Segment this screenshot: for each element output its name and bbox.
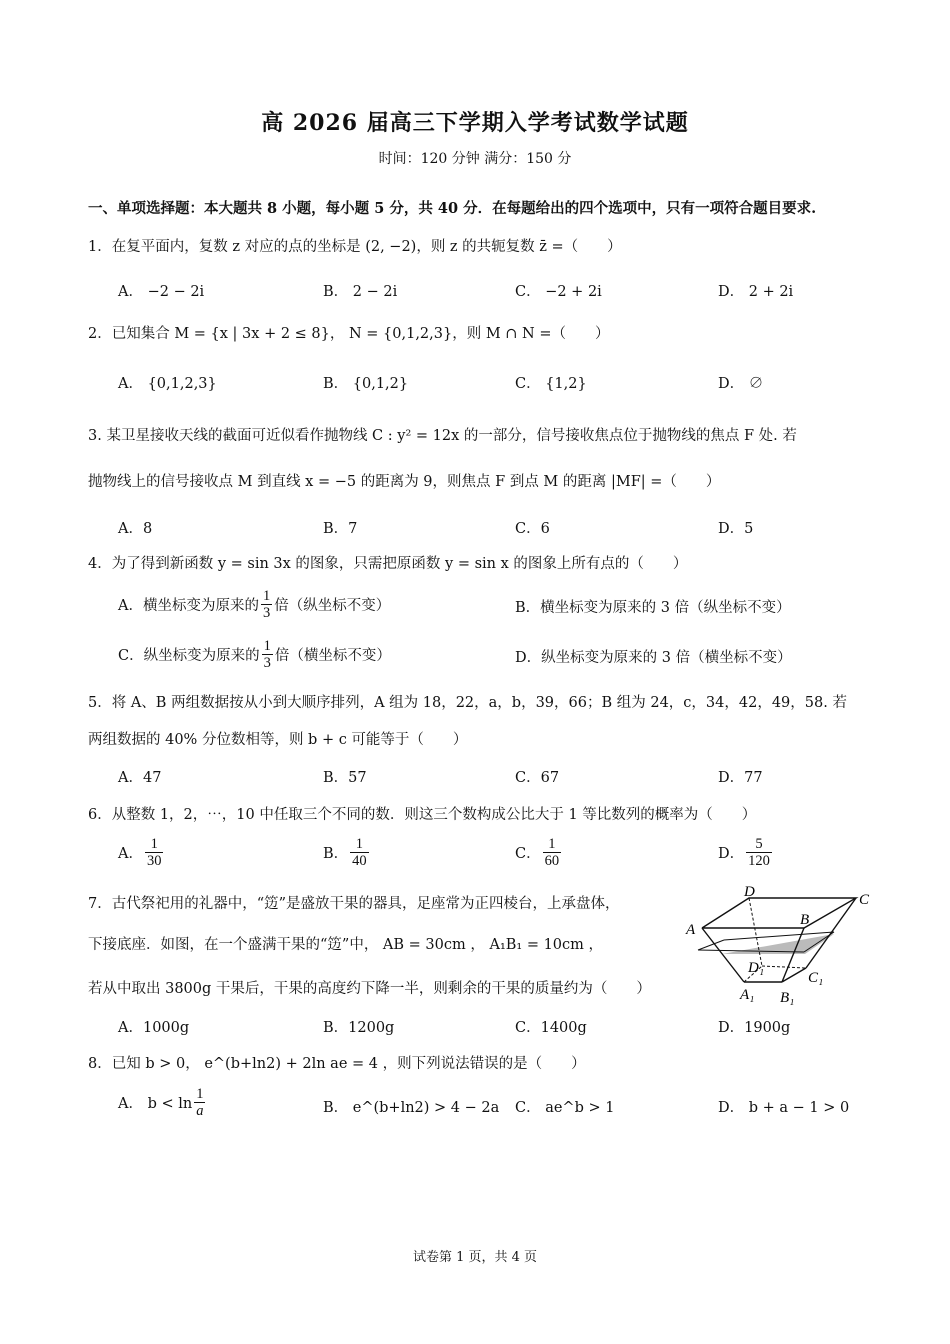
q6-option-d	[718, 836, 774, 869]
label-B1: B₁	[780, 990, 795, 1006]
q4-option-c	[118, 638, 391, 671]
q4-option-a-fraction	[261, 588, 272, 621]
q3-option-b: B．7	[323, 521, 358, 537]
question-7-stem-line3: 若从中取出 3800g 干果后，干果的高度约下降一半，则剩余的干果的质量约为（ ）	[88, 981, 651, 997]
q4-option-c-prefix: C．纵坐标变为原来的	[118, 648, 260, 664]
label-A1: A₁	[740, 987, 755, 1003]
frustum-figure	[684, 880, 880, 1006]
fraction-numerator: 1	[350, 836, 369, 853]
option-label: B．	[323, 846, 349, 862]
question-5-stem-line2: 两组数据的 40% 分位数相等，则 b + c 可能等于（ ）	[88, 732, 468, 748]
q1-option-c: C． −2 + 2i	[515, 284, 602, 300]
q5-option-d: D．77	[718, 770, 763, 786]
question-5-stem-line1: 5．将 A、B 两组数据按从小到大顺序排列，A 组为 18，22，a，b，39，66；B 组为 24，c，34，42，49，58. 若	[88, 695, 847, 711]
edge-DD1	[749, 898, 762, 966]
mid-left-edge	[698, 940, 724, 950]
q5-option-a: A．47	[118, 770, 162, 786]
question-2-stem: 2．已知集合 M = {x | 3x + 2 ≤ 8}， N = {0,1,2,3}，则 M ∩ N =（ ）	[88, 326, 610, 342]
question-3-stem-line2: 抛物线上的信号接收点 M 到直线 x = −5 的距离为 9，则焦点 F 到点 M 的距离 |MF| =（ ）	[88, 474, 721, 490]
q8-option-a	[118, 1086, 207, 1119]
section-heading: 一、单项选择题：本大题共 8 小题，每小题 5 分，共 40 分．在每题给出的四个选项中，只有一项符合题目要求.	[88, 200, 817, 217]
q4-option-a-suffix: 倍（纵坐标不变）	[274, 598, 391, 614]
question-3-stem-line1: 3. 某卫星接收天线的截面可近似看作抛物线 C : y² = 12x 的一部分，信号接收焦点位于抛物线的焦点 F 处. 若	[88, 428, 797, 444]
q8-option-a-fraction	[194, 1086, 205, 1119]
q4-option-b: B．横坐标变为原来的 3 倍（纵坐标不变）	[515, 600, 791, 616]
q7-option-a: A．1000g	[118, 1020, 190, 1036]
q8-option-d: D． b + a − 1 > 0	[718, 1100, 850, 1116]
q4-option-c-suffix: 倍（横坐标不变）	[274, 648, 391, 664]
fraction-numerator: 1	[196, 1086, 204, 1102]
label-C1: C₁	[808, 970, 824, 986]
q4-option-c-fraction	[262, 638, 273, 671]
q6-option-a	[118, 836, 165, 869]
q8-option-b: B． e^(b+ln2) > 4 − 2a	[323, 1100, 500, 1116]
top-face	[702, 898, 856, 928]
label-C: C	[859, 892, 870, 908]
fraction-denominator: 3	[262, 605, 271, 621]
q4-option-a	[118, 588, 390, 621]
q4-option-d: D．纵坐标变为原来的 3 倍（横坐标不变）	[515, 650, 792, 666]
fraction-numerator: 1	[543, 836, 562, 853]
label-B: B	[800, 912, 810, 928]
option-fraction	[350, 836, 369, 869]
exam-title: 高 2026 届高三下学期入学考试数学试题	[261, 110, 689, 136]
edge-BB1	[782, 928, 804, 982]
q5-option-b: B．57	[323, 770, 367, 786]
q3-option-a: A．8	[118, 521, 153, 537]
option-label: A．	[118, 846, 143, 862]
fraction-denominator: 60	[544, 853, 560, 869]
question-1-stem: 1．在复平面内，复数 z 对应的点的坐标是 (2, −2)，则 z 的共轭复数 z̄ =（ ）	[88, 239, 622, 255]
option-label: D．	[718, 846, 745, 862]
fraction-denominator: 40	[352, 853, 367, 869]
q1-option-d: D． 2 + 2i	[718, 284, 794, 300]
q2-option-a: A． {0,1,2,3}	[118, 376, 217, 392]
q2-option-d: D． ∅	[718, 376, 764, 392]
label-D: D	[744, 884, 755, 900]
q2-option-b: B． {0,1,2}	[323, 376, 409, 392]
fraction-denominator: 120	[748, 853, 770, 869]
q6-option-b	[323, 836, 371, 869]
option-fraction	[145, 836, 164, 869]
q8-option-a-prefix: A． b < ln	[118, 1096, 193, 1112]
q8-option-c: C． ae^b > 1	[515, 1100, 615, 1116]
edge-AA1	[702, 928, 744, 982]
question-4-stem: 4．为了得到新函数 y = sin 3x 的图象，只需把原函数 y = sin x 的图象上所有点的（ ）	[88, 556, 688, 572]
page-footer: 试卷第 1 页，共 4 页	[412, 1250, 538, 1265]
q5-option-c: C．67	[515, 770, 560, 786]
exam-subtitle: 时间：120 分钟 满分：150 分	[378, 151, 572, 167]
fraction-denominator: a	[196, 1103, 204, 1119]
q4-option-a-prefix: A．横坐标变为原来的	[118, 598, 259, 614]
fraction-denominator: 3	[263, 655, 271, 671]
bottom-back	[762, 966, 806, 968]
question-7-stem-line2: 下接底座．如图，在一个盛满干果的“笾”中， AB = 30cm ， A₁B₁ = 10cm ，	[88, 937, 604, 953]
q3-option-c: C．6	[515, 521, 550, 537]
fraction-numerator: 1	[262, 588, 271, 604]
q7-option-c: C．1400g	[515, 1020, 587, 1036]
option-fraction	[543, 836, 562, 869]
fraction-numerator: 1	[263, 638, 271, 654]
q1-option-a: A． −2 − 2i	[118, 284, 205, 300]
q3-option-d: D．5	[718, 521, 754, 537]
fraction-denominator: 30	[146, 853, 162, 869]
q2-option-c: C． {1,2}	[515, 376, 587, 392]
q1-option-b: B． 2 − 2i	[323, 284, 398, 300]
question-6-stem: 6．从整数 1，2，⋯，10 中任取三个不同的数．则这三个数构成公比大于 1 等比数列的概率为（ ）	[88, 807, 757, 823]
question-7-stem-line1: 7．古代祭祀用的礼器中，“笾”是盛放干果的器具，足座常为正四棱台，上承盘体，	[88, 896, 620, 912]
label-D1: D₁	[748, 960, 765, 976]
fraction-numerator: 5	[746, 836, 772, 853]
option-label: C．	[515, 846, 541, 862]
q7-option-d: D．1900g	[718, 1020, 791, 1036]
label-A: A	[686, 922, 696, 938]
q7-option-b: B．1200g	[323, 1020, 395, 1036]
fraction-numerator: 1	[145, 836, 164, 853]
question-8-stem: 8．已知 b > 0， e^(b+ln2) + 2ln ae = 4 ，则下列说法错误的是（ ）	[88, 1056, 586, 1072]
option-fraction	[746, 836, 772, 869]
q6-option-c	[515, 836, 563, 869]
